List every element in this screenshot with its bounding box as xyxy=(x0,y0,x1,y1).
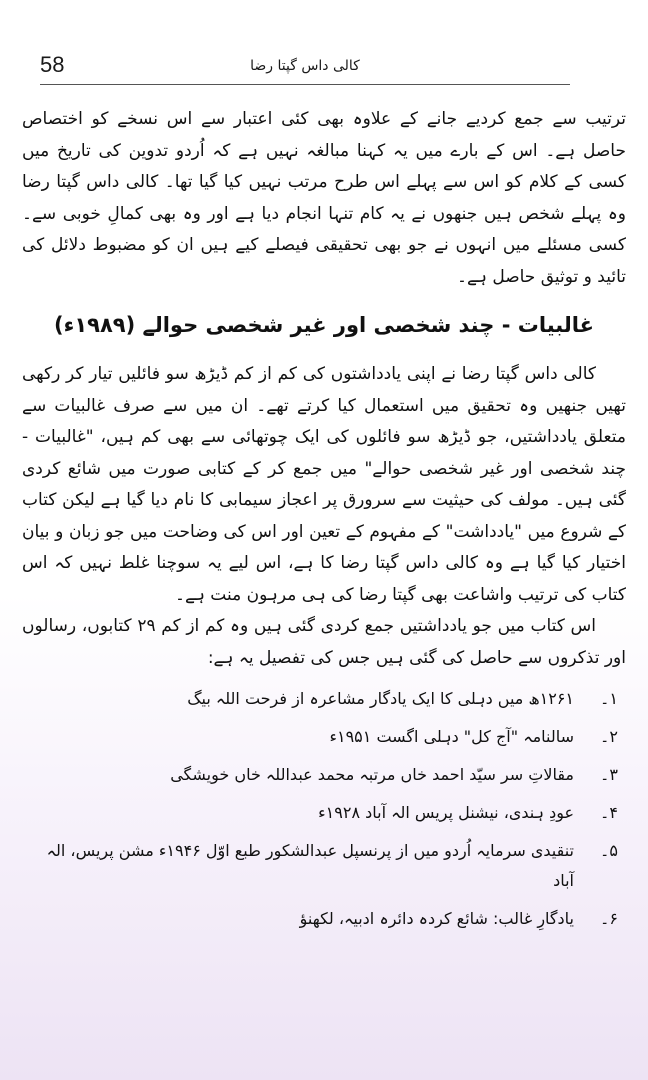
list-item xyxy=(22,904,618,934)
list-item xyxy=(22,798,618,828)
list-item-number: ۴۔ xyxy=(600,803,618,822)
list-item-text: یادگارِ غالب: شائع کردہ دائرہ ادبیہ، لکھنؤ xyxy=(299,909,574,928)
list-item-text: عودِ ہندی، نیشنل پریس الہ آباد ۱۹۲۸ء xyxy=(318,803,574,822)
list-item-text: مقالاتِ سر سیّد احمد خاں مرتبہ محمد عبداللہ خاں خویشگی xyxy=(170,765,574,784)
list-item-text: ۱۲۶۱ھ میں دہلی کا ایک یادگار مشاعرہ از فرحت اللہ بیگ xyxy=(187,689,574,708)
list-item xyxy=(22,722,618,752)
paragraph: اس کتاب میں جو یادداشتیں جمع کردی گئی ہیں وہ کم از کم ۲۹ کتابوں، رسالوں اور تذکروں سے حاصل کی گئی ہیں جس کی تفصیل یہ ہے: xyxy=(22,616,626,668)
list-item-text: سالنامہ "آج کل" دہلی اگست ۱۹۵۱ء xyxy=(329,727,574,746)
list-item-number: ۶۔ xyxy=(600,909,618,928)
page-header xyxy=(40,52,570,86)
list-item xyxy=(22,684,618,714)
list-item-number: ۱۔ xyxy=(600,689,618,708)
page-body xyxy=(22,104,626,942)
list-item-number: ۳۔ xyxy=(600,765,618,784)
running-title: کالی داس گپتا رضا xyxy=(250,58,360,74)
sources-list xyxy=(22,684,626,934)
section-heading: غالبیات - چند شخصی اور غیر شخصی حوالے (۱۹۸۹ء) xyxy=(54,313,594,337)
list-item-number: ۲۔ xyxy=(600,727,618,746)
paragraph: کالی داس گپتا رضا نے اپنی یادداشتوں کی کم از کم ڈیڑھ سو فائلیں تیار کر رکھی تھیں جنھیں وہ تحقیق میں استعمال کیا کرتے تھے۔ ان میں سے صرف غالبیات سے متعلق یادداشتیں، جو ڈیڑھ سو فائلوں کی ایک چوتھائی سے بھی کم ہیں، "غالبیات - چند شخصی اور غیر شخصی حوالے" میں جمع کر کے کتابی صورت میں شائع کردی گئی ہیں۔ مولف کی حیثیت سے سرورق پر اعجاز سیمابی کا نام دیا گیا ہے لیکن کتاب کے شروع میں "یادداشت" کے مفہوم کے تعین اور اس کی وضاحت میں جو زبان و بیان اختیار کیا گیا ہے وہ کالی داس گپتا رضا کا ہے، اس لیے یہ سوچنا غلط نہیں کہ اس کتاب کی ترتیب واشاعت بھی گپتا رضا کی ہی مرہون منت ہے۔ xyxy=(22,364,626,605)
paragraph: ترتیب سے جمع کردیے جانے کے علاوہ بھی کئی اعتبار سے اس نسخے کو اختصاص حاصل ہے۔ اس کے بارے میں یہ کہنا مبالغہ نہیں ہے کہ اُردو تدوین کی تاریخ میں کسی کے کلام کو اس سے پہلے اس طرح مرتب نہیں کیا گیا تھا۔ کالی داس گپتا رضا وہ پہلے شخص ہیں جنھوں نے یہ کام تنہا انجام دیا ہے اور وہ بھی کمالِ خوبی سے۔ کسی مسئلے میں انہوں نے جو بھی تحقیقی فیصلے کیے ہیں ان کو مضبوط دلائل کی تائید و توثیق حاصل ہے۔ xyxy=(22,109,626,287)
list-item xyxy=(22,836,618,896)
list-item-number: ۵۔ xyxy=(600,841,618,860)
list-item xyxy=(22,760,618,790)
page-number: 58 xyxy=(40,52,65,77)
header-rule xyxy=(40,84,570,85)
list-item-text: تنقیدی سرمایہ اُردو میں از پرنسپل عبدالشکور طبع اوّل ۱۹۴۶ء مشن پریس، الہ آباد xyxy=(46,841,574,890)
